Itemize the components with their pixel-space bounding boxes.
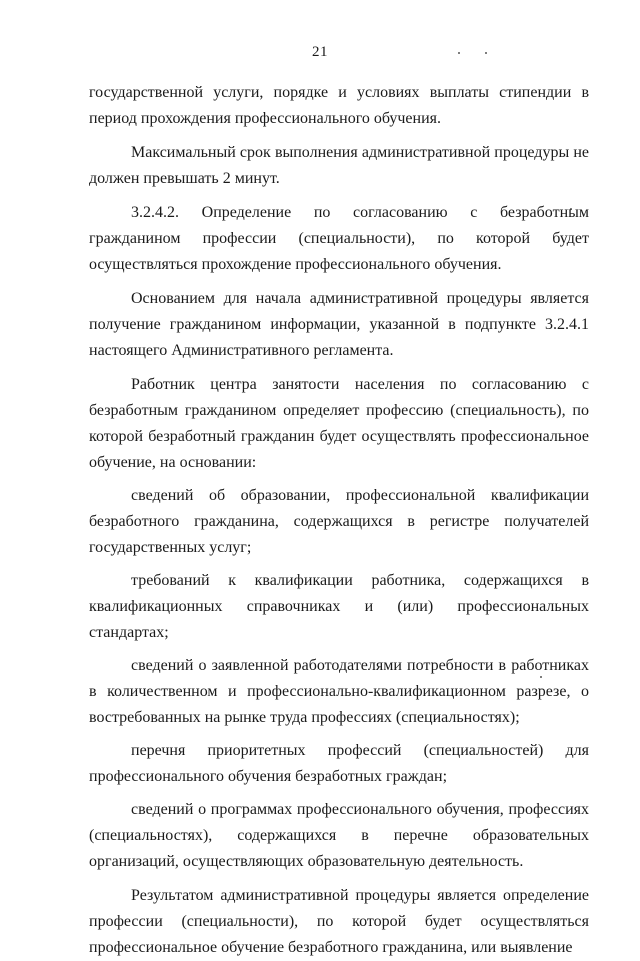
paragraph-max-term: Максимальный срок выполнения административной процедуры не должен превышать 2 минут.	[89, 144, 589, 187]
document-body	[89, 80, 589, 961]
paragraph-section-3-2-4-2: 3.2.4.2. Определение по согласованию с безработным гражданином профессии (специальности), по которой будет осуществляться прохождение профессионального обучения.	[89, 204, 589, 273]
scan-speck	[458, 52, 460, 54]
list-item-employer-demand: сведений о заявленной работодателями потребности в работниках в количественном и профессионально-квалификационном разрезе, о востребованных на рынке труда профессиях (специальностях);	[89, 657, 589, 726]
page-number: 21	[312, 44, 328, 60]
paragraph-continuation: государственной услуги, порядке и условиях выплаты стипендии в период прохождения профессионального обучения.	[89, 84, 589, 127]
paragraph-basis: Основанием для начала административной процедуры является получение гражданином информации, указанной в подпункте 3.2.4.1 настоящего Административного регламента.	[89, 290, 589, 359]
list-item-priority-professions: перечня приоритетных профессий (специальностей) для профессионального обучения безработных граждан;	[89, 742, 589, 785]
list-item-education-info: сведений об образовании, профессиональной квалификации безработного гражданина, содержащихся в регистре получателей государственных услуг;	[89, 487, 589, 556]
list-item-qualification-requirements: требований к квалификации работника, содержащихся в квалификационных справочниках и (или) профессиональных стандартах;	[89, 572, 589, 641]
scan-speck	[485, 52, 487, 54]
paragraph-result: Результатом административной процедуры является определение профессии (специальности), по которой будет осуществляться профессиональное обучение безработного гражданина, или выявление	[89, 887, 589, 956]
list-item-training-programs: сведений о программах профессионального обучения, профессиях (специальностях), содержащихся в перечне образовательных организаций, осуществляющих образовательную деятельность.	[89, 801, 589, 870]
paragraph-employee-determines: Работник центра занятости населения по согласованию с безработным гражданином определяет профессию (специальность), по которой безработный гражданин будет осуществлять профессиональное обучение, на основании:	[89, 376, 589, 471]
